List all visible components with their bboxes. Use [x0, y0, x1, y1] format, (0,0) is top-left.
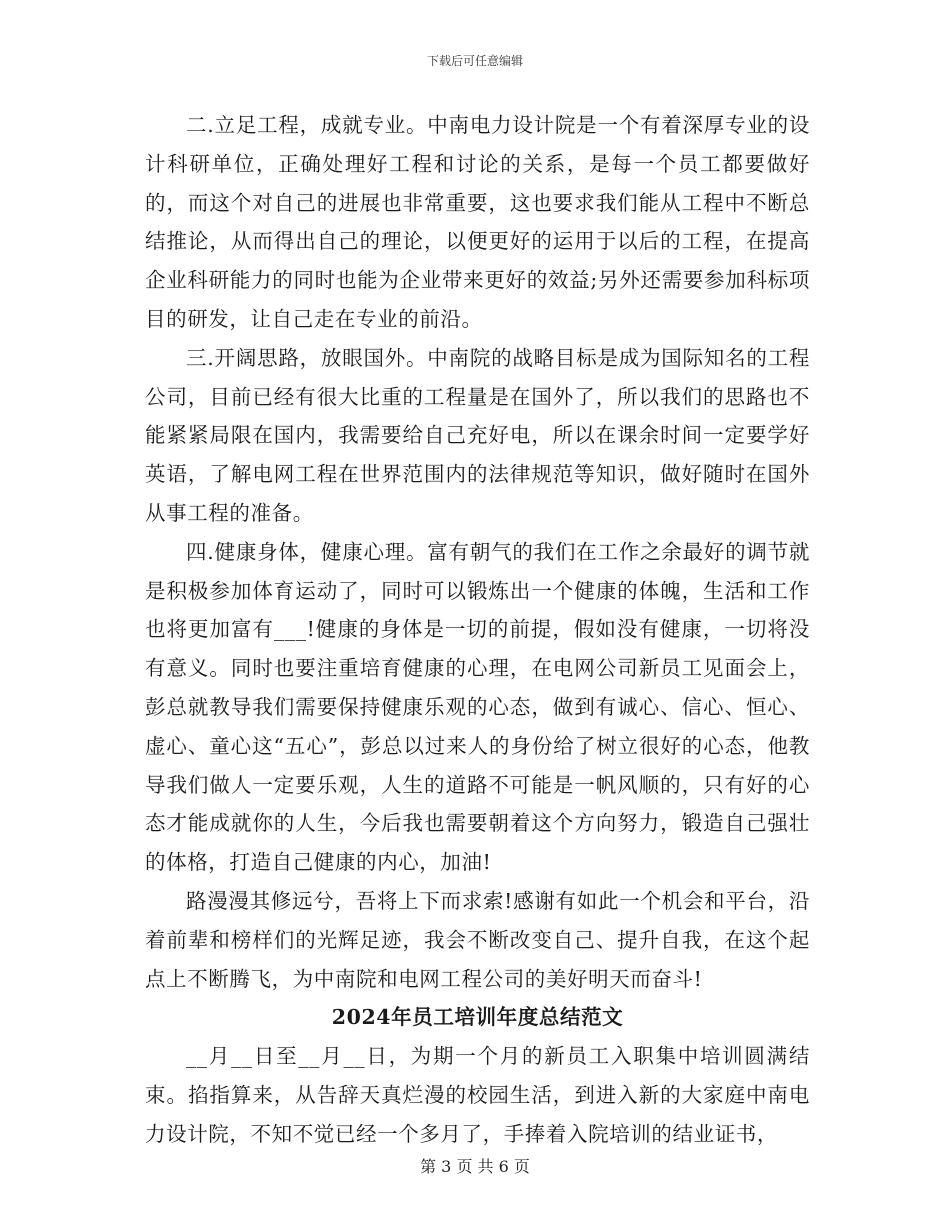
paragraph-2: 二.立足工程，成就专业。中南电力设计院是一个有着深厚专业的设计科研单位，正确处理好工程和讨论的关系，是每一个员工都要做好的，而这个对自己的进展也非常重要，这也要求我们能从工程中不断总结推论，从而得出自己的理论，以便更好的运用于以后的工程，在提高企业科研能力的同时也能为企业带来更好的效益;另外还需要参加科标项目的研发，让自己走在专业的前沿。 [145, 113, 810, 331]
section-paragraph: __月__日至__月__日，为期一个月的新员工入职集中培训圆满结束。掐指算来，从告辞天真烂漫的校园生活，到进入新的大家庭中南电力设计院，不知不觉已经一个多月了，手捧着入院培训的结业证书， [145, 1044, 810, 1146]
page-footer: 第 3 页 共 6 页 [420, 1157, 530, 1176]
section-title: 2024年员工培训年度总结范文 [331, 1005, 624, 1030]
paragraph-3: 三.开阔思路，放眼国外。中南院的战略目标是成为国际知名的工程公司，目前已经有很大比重的工程量是在国外了，所以我们的思路也不能紧紧局限在国内，我需要给自己充好电，所以在课余时间一定要学好英语，了解电网工程在世界范围内的法律规范等知识，做好随时在国外从事工程的准备。 [145, 345, 810, 525]
paragraph-4: 四.健康身体，健康心理。富有朝气的我们在工作之余最好的调节就是积极参加体育运动了，同时可以锻炼出一个健康的体魄，生活和工作也将更加富有___!健康的身体是一切的前提，假如没有健康，一切将没有意义。同时也要注重培育健康的心理，在电网公司新员工见面会上，彭总就教导我们需要保持健康乐观的心态，做到有诚心、信心、恒心、虚心、童心这“五心”，彭总以过来人的身份给了树立很好的心态，他教导我们做人一定要乐观，人生的道路不可能是一帆风顺的，只有好的心态才能成就你的人生，今后我也需要朝着这个方向努力，锻造自己强壮的体格，打造自己健康的内心，加油! [145, 539, 810, 875]
document-body [145, 106, 810, 1154]
paragraph-closing: 路漫漫其修远兮，吾将上下而求索!感谢有如此一个机会和平台，沿着前辈和榜样们的光辉足迹，我会不断改变自己、提升自我，在这个起点上不断腾飞，为中南院和电网工程公司的美好明天而奋斗! [145, 888, 810, 991]
page-header: 下载后可任意编辑 [426, 54, 523, 68]
